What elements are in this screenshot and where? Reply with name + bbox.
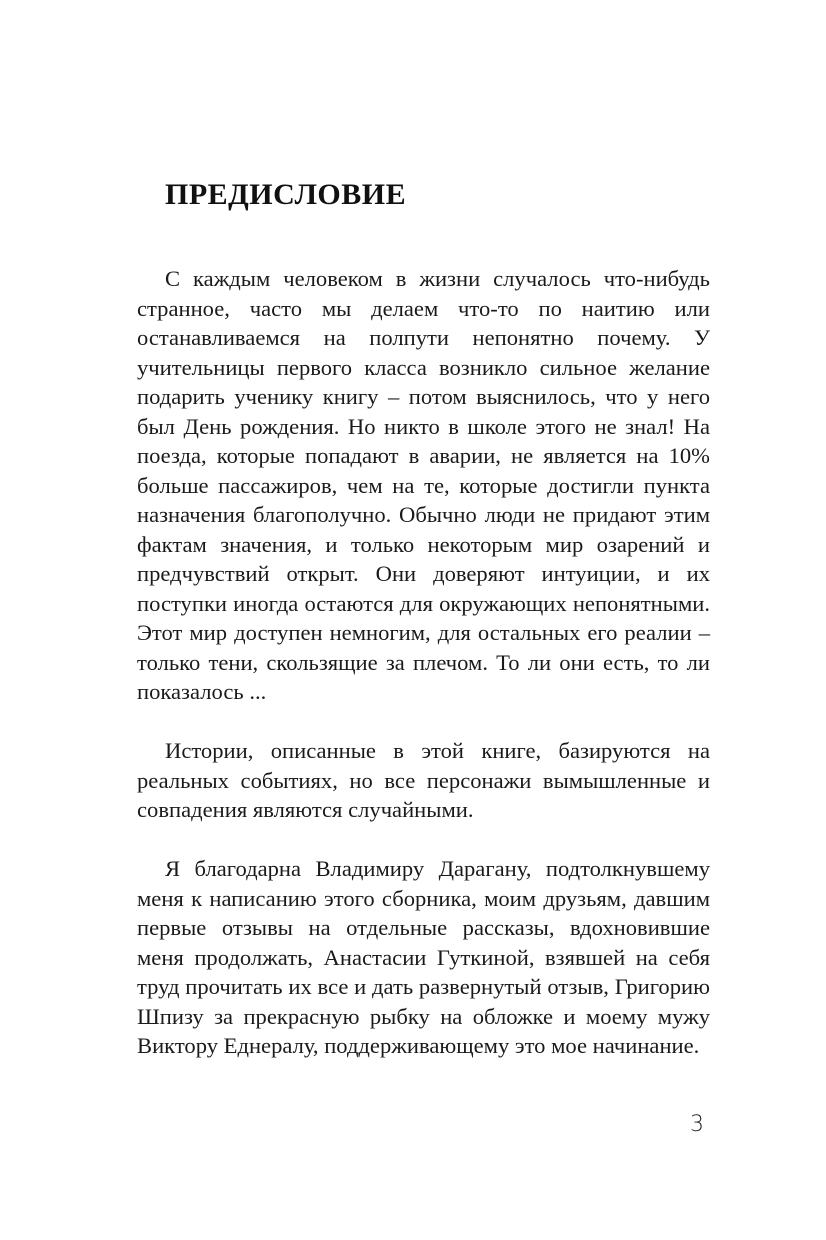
paragraph-acknowledgements: Я благодарна Владимиру Дарагану, подтолкнувшему меня к написанию этого сборника, моим друзьям, давшим первые отзывы на отдельные рассказы, вдохновившие меня продолжать, Анастасии Гуткиной, взявшей на себя труд прочитать их все и дать развернутый отзыв, Григорию Шпизу за прекрасную рыбку на обложке и моему мужу Виктору Еднералу, поддерживающему это мое начинание. xyxy=(137,856,710,1058)
page-title: ПРЕДИСЛОВИЕ xyxy=(165,178,407,211)
page-number: 3 xyxy=(690,1112,704,1137)
paragraph-disclaimer: Истории, описанные в этой книге, базируются на реальных событиях, но все персонажи вымышленные и совпадения являются случайными. xyxy=(137,738,710,822)
preface-body xyxy=(137,264,710,1061)
paragraph-intro: С каждым человеком в жизни случалось что-нибудь странное, часто мы делаем что-то по наитию или останавливаемся на полпути непонятно почему. У учительницы первого класса возникло сильное желание подарить ученику книгу – потом выяснилось, что у него был День рождения. Но никто в школе этого не знал! На поезда, которые попадают в аварии, не является на 10% больше пассажиров, чем на те, которые достигли пункта назначения благополучно. Обычно люди не придают этим фактам значения, и только некоторым мир озарений и предчувствий открыт. Они доверяют интуиции, и их поступки иногда остаются для окружающих непонятными. Этот мир доступен немногим, для остальных его реалии – только тени, скользящие за плечом. То ли они есть, то ли показалось ... xyxy=(137,266,710,704)
